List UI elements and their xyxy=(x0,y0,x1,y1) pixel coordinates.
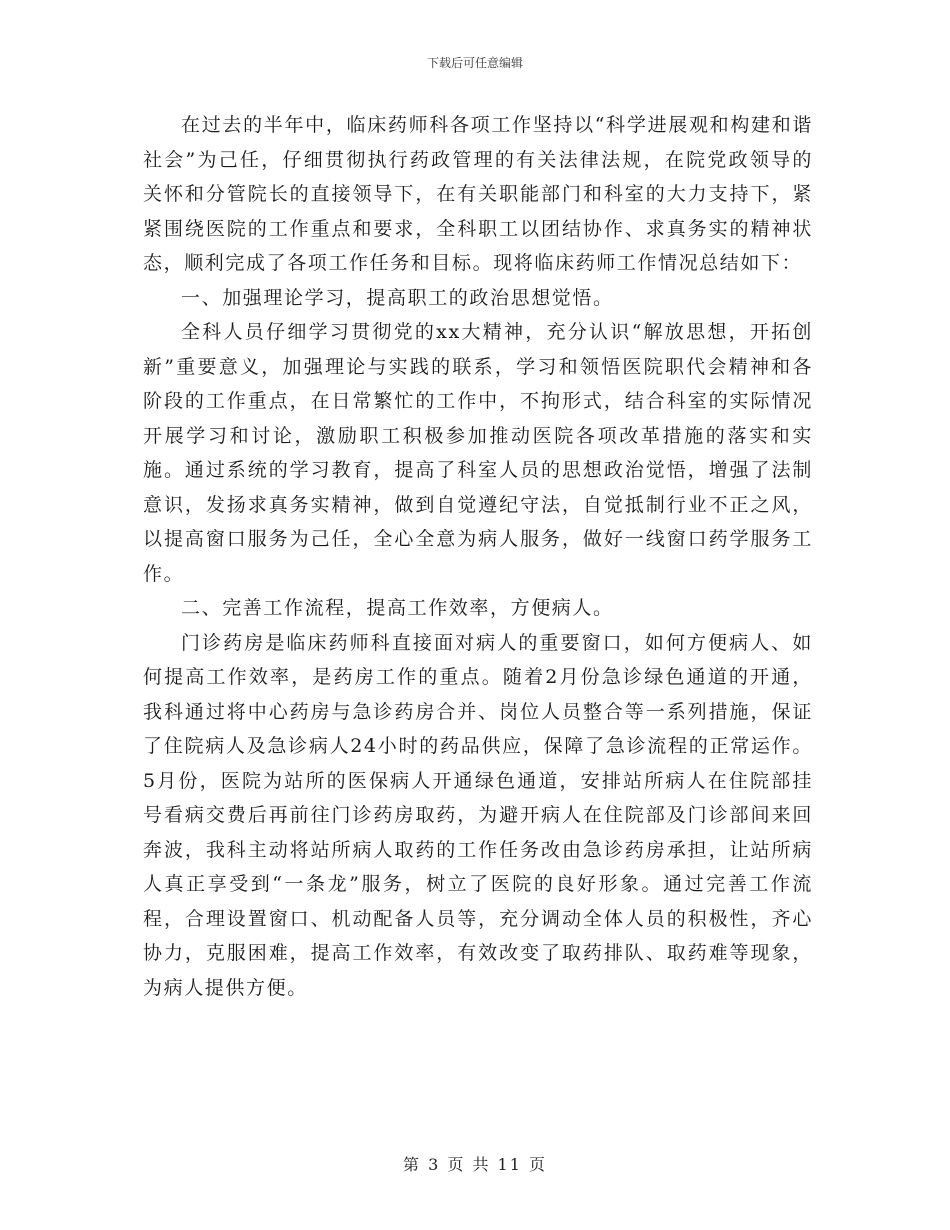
page-header-note: 下载后可任意编辑 xyxy=(426,56,523,70)
paragraph-intro: 在过去的半年中，临床药师科各项工作坚持以“科学进展观和构建和谐社会”为己任，仔细贯彻执行药政管理的有关法律法规，在院党政领导的关怀和分管院长的直接领导下，在有关职能部门和科室的大力支持下，紧紧围绕医院的工作重点和要求，全科职工以团结协作、求真务实的精神状态，顺利完成了各项工作任务和目标。现将临床药师工作情况总结如下： xyxy=(143,114,813,274)
page-number-footer: 第 3 页 共 11 页 xyxy=(403,1155,547,1174)
section-heading-2: 二、完善工作流程，提高工作效率，方便病人。 xyxy=(181,597,614,619)
paragraph-section-1: 全科人员仔细学习贯彻党的xx大精神，充分认识“解放思想，开拓创新”重要意义，加强理论与实践的联系，学习和领悟医院职代会精神和各阶段的工作重点，在日常繁忙的工作中，不拘形式，结合科室的实际情况开展学习和讨论，激励职工积极参加推动医院各项改革措施的落实和实施。通过系统的学习教育，提高了科室人员的思想政治觉悟，增强了法制意识，发扬求真务实精神，做到自觉遵纪守法，自觉抵制行业不正之风，以提高窗口服务为己任，全心全意为病人服务，做好一线窗口药学服务工作。 xyxy=(143,321,813,585)
paragraph-section-2: 门诊药房是临床药师科直接面对病人的重要窗口，如何方便病人、如何提高工作效率，是药房工作的重点。随着2月份急诊绿色通道的开通，我科通过将中心药房与急诊药房合并、岗位人员整合等一系列措施，保证了住院病人及急诊病人24小时的药品供应，保障了急诊流程的正常运作。5月份，医院为站所的医保病人开通绿色通道，安排站所病人在住院部挂号看病交费后再前往门诊药房取药，为避开病人在住院部及门诊部间来回奔波，我科主动将站所病人取药的工作任务改由急诊药房承担，让站所病人真正享受到“一条龙”服务，树立了医院的良好形象。通过完善工作流程，合理设置窗口、机动配备人员等，充分调动全体人员的积极性，齐心协力，克服困难，提高工作效率，有效改变了取药排队、取药难等现象，为病人提供方便。 xyxy=(143,631,813,999)
section-heading-1: 一、加强理论学习，提高职工的政治思想觉悟。 xyxy=(181,286,614,309)
document-body xyxy=(143,108,813,1005)
